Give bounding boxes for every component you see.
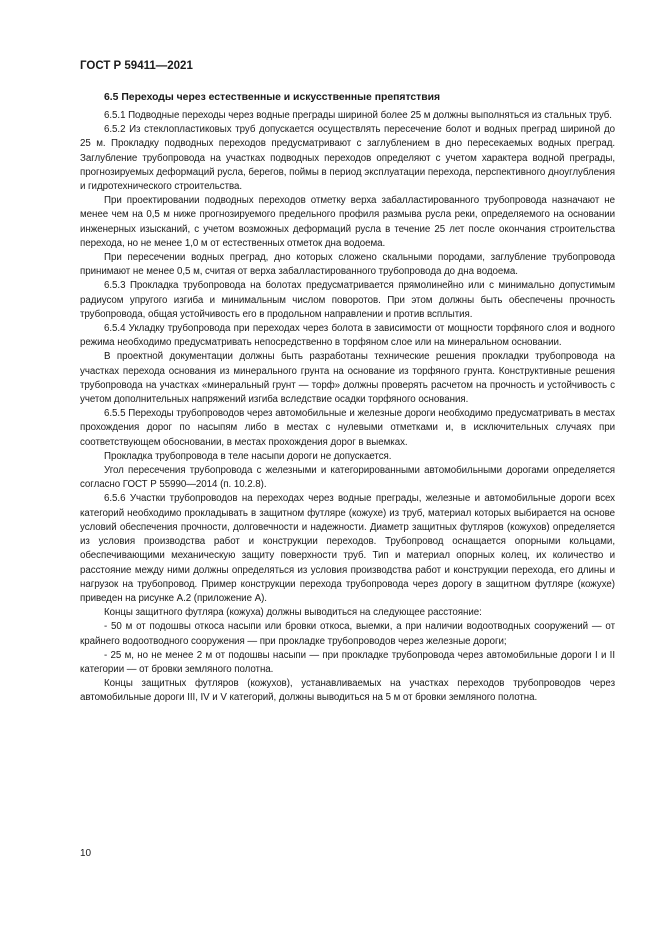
paragraph-6-5-3: 6.5.3 Прокладка трубопровода на болотах предусматривается прямолинейно или с минимально допустимым радиусом упругого изгиба и минимальным числом поворотов. При этом должны быть обеспечены прочность трубопровода, общая устойчивость его в продольном направлении и против всплытия. <box>80 280 615 320</box>
paragraph-6-5-4: 6.5.4 Укладку трубопровода при переходах через болота в зависимости от мощности торфяного слоя и водного режима необходимо предусматривать непосредственно в торфяном слое или на минеральном основании. <box>80 323 615 349</box>
page-number: 10 <box>80 848 92 859</box>
paragraph: При проектировании подводных переходов отметку верха забалластированного трубопровода назначают не менее чем на 0,5 м ниже прогнозируемого предельного профиля размыва русла реки, определяемого на основании инженерных изысканий, с учетом возможных деформаций русла в течение 25 лет после окончания строительства перехода, но не менее 1,0 м от естественных отметок дна водоема. <box>80 195 615 249</box>
paragraph-6-5-1: 6.5.1 Подводные переходы через водные преграды шириной более 25 м должны выполняться из стальных труб. <box>104 110 612 121</box>
paragraph-6-5-5: 6.5.5 Переходы трубопроводов через автомобильные и железные дороги необходимо предусматривать в местах прохождения дорог по насыпям либо в местах с нулевыми отметками и, в исключительных случаях при соответствующем обосновании, в местах прохождения дорог в выемках. <box>80 408 615 448</box>
paragraph: Угол пересечения трубопровода с железными и категорированными автомобильными дорогами определяется согласно ГОСТ Р 55990—2014 (п. 10.2.8). <box>80 465 615 491</box>
paragraph: При пересечении водных преград, дно которых сложено скальными породами, заглубление трубопровода принимают не менее 0,5 м, считая от верха забалластированного трубопровода до дна водоема. <box>80 252 615 278</box>
document-header: ГОСТ Р 59411—2021 <box>80 60 193 72</box>
paragraph-6-5-2: 6.5.2 Из стеклопластиковых труб допускается осуществлять пересечение болот и водных преград шириной до 25 м. Прокладку подводных переходов предусматривают с заглублением в дно пересекаемых водных преград. Заглубление трубопровода на участках подводных переходов определяют с учетом характера водной преграды, прогнозируемых деформаций русла, берегов, поймы в период эксплуатации перехода, перспективного дноуглубления и гидротехнического строительства. <box>80 124 615 193</box>
paragraph: Концы защитных футляров (кожухов), устанавливаемых на участках переходов трубопроводов через автомобильные дороги III, IV и V категорий, должны выводиться на 5 м от бровки земляного полотна. <box>80 678 615 704</box>
paragraph: В проектной документации должны быть разработаны технические решения прокладки трубопровода на участках перехода основания из минерального грунта на основание из торфяного грунта. Конструктивные решения трубопровода на участках «минеральный грунт — торф» должны проверять расчетом на прочность и устойчивость с учетом дополнительных напряжений изгиба вследствие осадки торфяного основания. <box>80 351 615 406</box>
paragraph-6-5-6: 6.5.6 Участки трубопроводов на переходах через водные преграды, железные и автомобильные дороги всех категорий необходимо прокладывать в защитном футляре (кожухе) из труб, материал которых выбирается на основе условий обеспечения прочности, долговечности и надежности. Диаметр защитных футляров (кожухов) определяется из условия производства работ и конструкции переходов. Трубопровод оснащается опорными кольцами, обеспечивающими механическую защиту поверхности труб. Тип и материал опорных колец, их количество и расстояние между ними должны определяться из условия производства работ и конструкции перехода, его длины и нагрузок на трубопровод. Пример конструкции перехода трубопровода через дорогу в защитном футляре (кожухе) приведен на рисунке А.2 (приложение А). <box>80 493 615 604</box>
paragraph: Прокладка трубопровода в теле насыпи дороги не допускается. <box>104 450 392 462</box>
list-item: - 50 м от подошвы откоса насыпи или бровки откоса, выемки, а при наличии водоотводных сооружений — от крайнего водоотводного сооружения — при прокладке трубопроводов через железные дороги; <box>80 621 615 647</box>
section-title: 6.5 Переходы через естественные и искусственные препятствия <box>104 92 441 103</box>
list-item: - 25 м, но не менее 2 м от подошвы насыпи — при прокладке трубопровода через автомобильные дороги I и II категории — от бровки земляного полотна. <box>80 649 615 675</box>
paragraph: Концы защитного футляра (кожуха) должны выводиться на следующее расстояние: <box>104 607 482 619</box>
